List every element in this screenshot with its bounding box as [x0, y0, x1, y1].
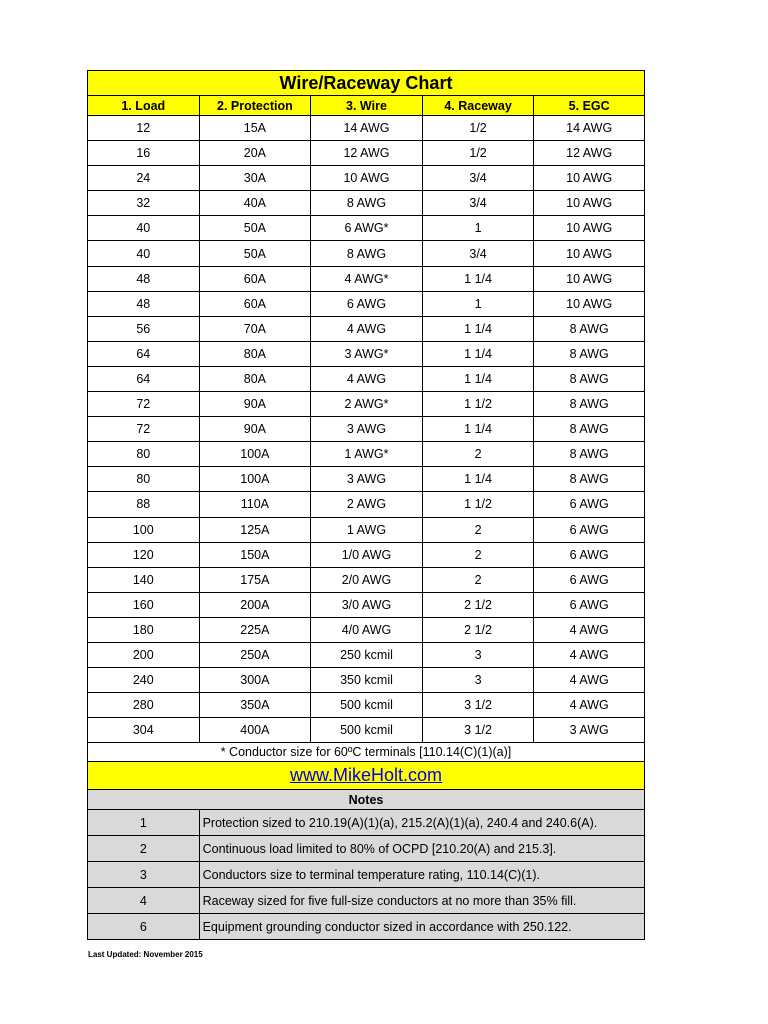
cell-load: 56 [88, 317, 200, 341]
cell-load: 72 [88, 417, 200, 441]
table-row [87, 392, 645, 417]
table-row [87, 668, 645, 693]
cell-raceway: 1 1/4 [423, 417, 535, 441]
cell-protection: 350A [200, 693, 312, 717]
table-body [87, 116, 645, 743]
cell-load: 32 [88, 191, 200, 215]
last-updated: Last Updated: November 2015 [88, 950, 203, 959]
cell-wire: 2/0 AWG [311, 568, 423, 592]
note-number: 1 [88, 810, 200, 835]
note-row [87, 914, 645, 940]
cell-egc: 4 AWG [569, 698, 609, 713]
cell-protection: 90A [200, 417, 312, 441]
cell-raceway: 2 [423, 518, 535, 542]
cell-wire: 3/0 AWG [311, 593, 423, 617]
cell-egc: 6 AWG [569, 547, 609, 562]
cell-load: 48 [88, 292, 200, 316]
table-row [87, 618, 645, 643]
table-row [87, 467, 645, 492]
cell-raceway: 2 [423, 543, 535, 567]
table-row [87, 492, 645, 517]
cell-load: 80 [88, 442, 200, 466]
table-row [87, 166, 645, 191]
cell-load: 280 [88, 693, 200, 717]
cell-raceway: 1/2 [423, 141, 535, 165]
cell-protection: 150A [200, 543, 312, 567]
cell-protection: 225A [200, 618, 312, 642]
cell-protection: 100A [200, 442, 312, 466]
cell-egc: 4 AWG [569, 673, 609, 688]
cell-raceway: 1 [423, 216, 535, 240]
cell-egc: 8 AWG [569, 321, 609, 336]
cell-load: 64 [88, 367, 200, 391]
cell-wire: 250 kcmil [311, 643, 423, 667]
cell-protection: 90A [200, 392, 312, 416]
cell-egc: 8 AWG [569, 447, 609, 462]
cell-protection: 250A [200, 643, 312, 667]
table-row [87, 718, 645, 743]
chart-title: Wire/Raceway Chart [87, 70, 645, 96]
table-row [87, 241, 645, 266]
cell-load: 48 [88, 267, 200, 291]
table-row [87, 292, 645, 317]
cell-wire: 1 AWG* [311, 442, 423, 466]
cell-load: 88 [88, 492, 200, 516]
cell-egc: 10 AWG [566, 246, 613, 261]
note-text: Equipment grounding conductor sized in accordance with 250.122. [202, 919, 572, 934]
website-row [87, 762, 645, 790]
cell-wire: 12 AWG [311, 141, 423, 165]
cell-protection: 50A [200, 216, 312, 240]
note-number: 3 [88, 862, 200, 887]
cell-wire: 500 kcmil [311, 693, 423, 717]
cell-wire: 1 AWG [311, 518, 423, 542]
cell-egc: 10 AWG [566, 196, 613, 211]
cell-protection: 80A [200, 342, 312, 366]
cell-raceway: 3 1/2 [423, 718, 535, 742]
cell-wire: 4 AWG [311, 317, 423, 341]
cell-raceway: 3/4 [423, 166, 535, 190]
note-row [87, 888, 645, 914]
cell-load: 80 [88, 467, 200, 491]
header-row [87, 96, 645, 116]
table-row [87, 518, 645, 543]
cell-wire: 3 AWG [311, 467, 423, 491]
note-text: Conductors size to terminal temperature rating, 110.14(C)(1). [202, 867, 541, 882]
table-row [87, 693, 645, 718]
header-raceway: 4. Raceway [423, 96, 535, 115]
cell-load: 160 [88, 593, 200, 617]
note-number: 2 [88, 836, 200, 861]
cell-egc: 6 AWG [569, 522, 609, 537]
cell-protection: 20A [200, 141, 312, 165]
notes-heading: Notes [87, 790, 645, 810]
table-row [87, 116, 645, 141]
cell-protection: 40A [200, 191, 312, 215]
cell-load: 16 [88, 141, 200, 165]
cell-wire: 350 kcmil [311, 668, 423, 692]
cell-wire: 4/0 AWG [311, 618, 423, 642]
table-row [87, 216, 645, 241]
cell-raceway: 2 1/2 [423, 618, 535, 642]
cell-load: 304 [88, 718, 200, 742]
cell-load: 120 [88, 543, 200, 567]
cell-wire: 8 AWG [311, 241, 423, 265]
cell-load: 72 [88, 392, 200, 416]
cell-wire: 4 AWG* [311, 267, 423, 291]
note-row [87, 810, 645, 836]
cell-wire: 8 AWG [311, 191, 423, 215]
cell-egc: 8 AWG [569, 346, 609, 361]
footnote: * Conductor size for 60ºC terminals [110.14(C)(1)(a)] [87, 743, 645, 762]
cell-raceway: 3 [423, 668, 535, 692]
cell-egc: 6 AWG [569, 497, 609, 512]
cell-load: 40 [88, 216, 200, 240]
cell-protection: 400A [200, 718, 312, 742]
cell-protection: 60A [200, 292, 312, 316]
cell-wire: 6 AWG [311, 292, 423, 316]
cell-protection: 30A [200, 166, 312, 190]
table-row [87, 543, 645, 568]
cell-protection: 70A [200, 317, 312, 341]
cell-egc: 8 AWG [569, 397, 609, 412]
cell-load: 240 [88, 668, 200, 692]
cell-egc: 10 AWG [566, 221, 613, 236]
cell-wire: 2 AWG [311, 492, 423, 516]
wire-raceway-sheet [87, 70, 645, 940]
cell-wire: 3 AWG [311, 417, 423, 441]
website-link[interactable]: www.MikeHolt.com [289, 765, 443, 786]
cell-raceway: 3 [423, 643, 535, 667]
header-wire: 3. Wire [311, 96, 423, 115]
header-protection: 2. Protection [200, 96, 312, 115]
cell-raceway: 3/4 [423, 191, 535, 215]
cell-wire: 1/0 AWG [311, 543, 423, 567]
table-row [87, 593, 645, 618]
cell-egc: 8 AWG [569, 371, 609, 386]
table-row [87, 442, 645, 467]
cell-wire: 500 kcmil [311, 718, 423, 742]
cell-load: 12 [88, 116, 200, 140]
cell-load: 24 [88, 166, 200, 190]
table-row [87, 367, 645, 392]
table-row [87, 417, 645, 442]
cell-raceway: 3 1/2 [423, 693, 535, 717]
cell-load: 40 [88, 241, 200, 265]
cell-load: 140 [88, 568, 200, 592]
cell-egc: 4 AWG [569, 648, 609, 663]
cell-raceway: 1 1/4 [423, 467, 535, 491]
notes-list [87, 810, 645, 940]
cell-protection: 50A [200, 241, 312, 265]
cell-raceway: 2 1/2 [423, 593, 535, 617]
note-text: Raceway sized for five full-size conductors at no more than 35% fill. [202, 893, 577, 908]
cell-egc: 3 AWG [569, 723, 609, 738]
cell-egc: 6 AWG [569, 597, 609, 612]
note-text: Continuous load limited to 80% of OCPD [210.20(A) and 215.3]. [202, 841, 557, 856]
cell-protection: 80A [200, 367, 312, 391]
cell-load: 64 [88, 342, 200, 366]
cell-wire: 2 AWG* [311, 392, 423, 416]
cell-raceway: 1 1/2 [423, 492, 535, 516]
cell-wire: 14 AWG [311, 116, 423, 140]
table-row [87, 643, 645, 668]
cell-raceway: 1 [423, 292, 535, 316]
table-row [87, 141, 645, 166]
cell-raceway: 1 1/4 [423, 317, 535, 341]
cell-protection: 60A [200, 267, 312, 291]
cell-wire: 6 AWG* [311, 216, 423, 240]
cell-egc: 8 AWG [569, 472, 609, 487]
table-row [87, 317, 645, 342]
note-number: 4 [88, 888, 200, 913]
cell-protection: 300A [200, 668, 312, 692]
table-row [87, 267, 645, 292]
cell-egc: 8 AWG [569, 422, 609, 437]
cell-raceway: 1 1/4 [423, 342, 535, 366]
cell-raceway: 1 1/4 [423, 367, 535, 391]
cell-protection: 125A [200, 518, 312, 542]
cell-protection: 15A [200, 116, 312, 140]
cell-wire: 10 AWG [311, 166, 423, 190]
cell-egc: 6 AWG [569, 572, 609, 587]
cell-wire: 4 AWG [311, 367, 423, 391]
cell-raceway: 1/2 [423, 116, 535, 140]
cell-load: 200 [88, 643, 200, 667]
header-egc: 5. EGC [568, 98, 610, 113]
cell-egc: 12 AWG [566, 146, 613, 161]
cell-egc: 10 AWG [566, 296, 613, 311]
cell-protection: 100A [200, 467, 312, 491]
table-row [87, 191, 645, 216]
table-row [87, 568, 645, 593]
cell-protection: 200A [200, 593, 312, 617]
cell-raceway: 1 1/4 [423, 267, 535, 291]
cell-protection: 110A [200, 492, 312, 516]
note-text: Protection sized to 210.19(A)(1)(a), 215.2(A)(1)(a), 240.4 and 240.6(A). [202, 815, 598, 830]
cell-wire: 3 AWG* [311, 342, 423, 366]
cell-raceway: 2 [423, 568, 535, 592]
table-row [87, 342, 645, 367]
cell-egc: 14 AWG [566, 121, 613, 136]
cell-egc: 10 AWG [566, 271, 613, 286]
cell-load: 100 [88, 518, 200, 542]
cell-raceway: 1 1/2 [423, 392, 535, 416]
cell-egc: 4 AWG [569, 622, 609, 637]
cell-raceway: 2 [423, 442, 535, 466]
note-row [87, 862, 645, 888]
cell-raceway: 3/4 [423, 241, 535, 265]
note-row [87, 836, 645, 862]
cell-protection: 175A [200, 568, 312, 592]
cell-egc: 10 AWG [566, 171, 613, 186]
note-number: 6 [88, 914, 200, 939]
cell-load: 180 [88, 618, 200, 642]
header-load: 1. Load [88, 96, 200, 115]
